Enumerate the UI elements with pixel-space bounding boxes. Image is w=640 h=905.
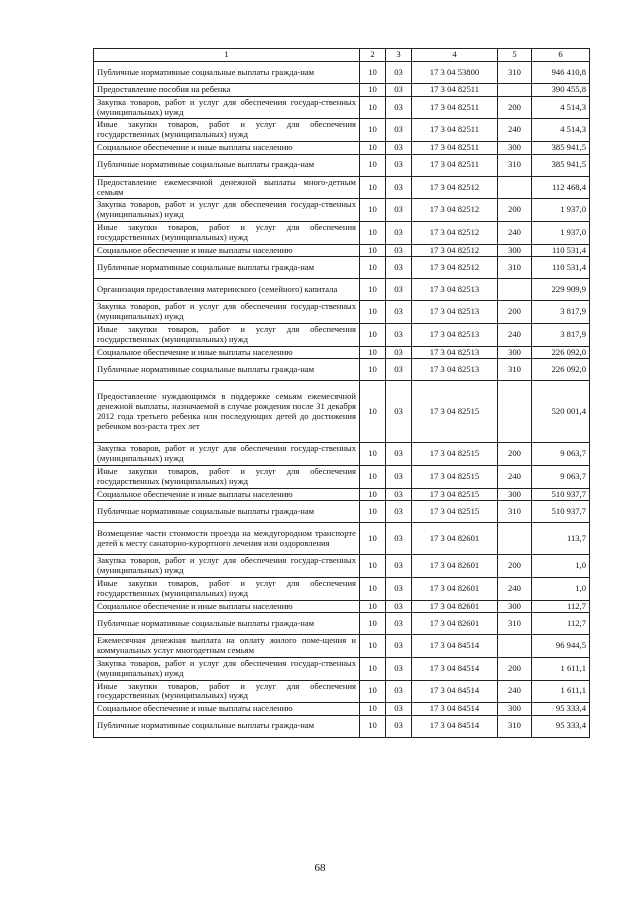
table-row — [94, 600, 590, 613]
row-name-cell: Публичные нормативные социальные выплаты гражда-нам — [94, 154, 360, 176]
header-cell: 6 — [532, 49, 590, 62]
row-expense-type-cell: 300 — [498, 244, 532, 257]
table-row — [94, 244, 590, 257]
row-expense-type-cell: 240 — [498, 221, 532, 244]
row-section-cell: 10 — [360, 443, 386, 466]
row-subsection-cell: 03 — [386, 154, 412, 176]
row-subsection-cell: 03 — [386, 119, 412, 142]
row-subsection-cell: 03 — [386, 555, 412, 578]
row-name-cell: Социальное обеспечение и иные выплаты населению — [94, 141, 360, 154]
row-section-cell: 10 — [360, 600, 386, 613]
row-section-cell: 10 — [360, 141, 386, 154]
row-name-cell: Публичные нормативные социальные выплаты гражда-нам — [94, 257, 360, 279]
row-subsection-cell: 03 — [386, 443, 412, 466]
row-amount-cell: 110 531,4 — [532, 244, 590, 257]
row-expense-type-cell: 200 — [498, 443, 532, 466]
row-section-cell: 10 — [360, 635, 386, 658]
row-expense-type-cell: 310 — [498, 501, 532, 523]
row-amount-cell: 113,7 — [532, 523, 590, 555]
row-subsection-cell: 03 — [386, 301, 412, 324]
row-amount-cell: 1 611,1 — [532, 657, 590, 680]
table-row — [94, 577, 590, 600]
row-expense-type-cell: 310 — [498, 257, 532, 279]
row-target-article-cell: 17 3 04 82601 — [412, 613, 498, 635]
row-section-cell: 10 — [360, 244, 386, 257]
row-amount-cell: 229 909,9 — [532, 279, 590, 301]
row-subsection-cell: 03 — [386, 62, 412, 84]
row-amount-cell: 510 937,7 — [532, 488, 590, 501]
row-amount-cell: 385 941,5 — [532, 141, 590, 154]
table-row — [94, 715, 590, 737]
row-name-cell: Иные закупки товаров, работ и услуг для обеспечения государственных (муниципальных) нужд — [94, 680, 360, 703]
row-amount-cell: 226 092,0 — [532, 346, 590, 359]
row-section-cell: 10 — [360, 465, 386, 488]
row-name-cell: Иные закупки товаров, работ и услуг для обеспечения государственных (муниципальных) нужд — [94, 465, 360, 488]
row-name-cell: Социальное обеспечение и иные выплаты населению — [94, 488, 360, 501]
row-subsection-cell: 03 — [386, 488, 412, 501]
row-name-cell: Возмещение части стоимости проезда на междугородном транспорте детей к месту санаторно-курортного лечения или оздоровления — [94, 523, 360, 555]
row-subsection-cell: 03 — [386, 199, 412, 222]
row-section-cell: 10 — [360, 703, 386, 716]
table-row — [94, 488, 590, 501]
row-section-cell: 10 — [360, 715, 386, 737]
row-subsection-cell: 03 — [386, 523, 412, 555]
table-row — [94, 613, 590, 635]
row-expense-type-cell: 300 — [498, 141, 532, 154]
row-section-cell: 10 — [360, 279, 386, 301]
row-subsection-cell: 03 — [386, 715, 412, 737]
table-row — [94, 199, 590, 222]
row-expense-type-cell: 310 — [498, 359, 532, 381]
row-name-cell: Предоставление пособия на ребенка — [94, 84, 360, 97]
row-expense-type-cell — [498, 279, 532, 301]
row-amount-cell: 1,0 — [532, 577, 590, 600]
row-section-cell: 10 — [360, 577, 386, 600]
row-amount-cell: 520 001,4 — [532, 381, 590, 443]
row-target-article-cell: 17 3 04 53800 — [412, 62, 498, 84]
table-row — [94, 635, 590, 658]
row-expense-type-cell — [498, 381, 532, 443]
row-target-article-cell: 17 3 04 82515 — [412, 488, 498, 501]
row-amount-cell: 946 410,8 — [532, 62, 590, 84]
row-target-article-cell: 17 3 04 82512 — [412, 199, 498, 222]
row-name-cell: Предоставление нуждающимся в поддержке семьям ежемесячной денежной выплаты, назначаемой в случае рождения после 31 декабря 2012 года третьего ребенка или последующих детей до достижения ребенком воз-раста трех лет — [94, 381, 360, 443]
row-name-cell: Социальное обеспечение и иные выплаты населению — [94, 346, 360, 359]
table-row — [94, 323, 590, 346]
row-target-article-cell: 17 3 04 82601 — [412, 577, 498, 600]
row-target-article-cell: 17 3 04 84514 — [412, 703, 498, 716]
row-subsection-cell: 03 — [386, 96, 412, 119]
table-row — [94, 703, 590, 716]
row-subsection-cell: 03 — [386, 141, 412, 154]
header-cell: 2 — [360, 49, 386, 62]
row-expense-type-cell: 240 — [498, 577, 532, 600]
row-expense-type-cell: 200 — [498, 555, 532, 578]
table-row — [94, 119, 590, 142]
table-row — [94, 279, 590, 301]
row-expense-type-cell: 240 — [498, 465, 532, 488]
row-name-cell: Закупка товаров, работ и услуг для обеспечения государ-ственных (муниципальных) нужд — [94, 443, 360, 466]
header-cell: 1 — [94, 49, 360, 62]
row-target-article-cell: 17 3 04 82511 — [412, 84, 498, 97]
row-section-cell: 10 — [360, 488, 386, 501]
row-name-cell: Публичные нормативные социальные выплаты гражда-нам — [94, 613, 360, 635]
row-subsection-cell: 03 — [386, 346, 412, 359]
row-name-cell: Социальное обеспечение и иные выплаты населению — [94, 600, 360, 613]
row-name-cell: Предоставление ежемесячной денежной выплаты много-детным семьям — [94, 176, 360, 199]
row-section-cell: 10 — [360, 680, 386, 703]
row-name-cell: Публичные нормативные социальные выплаты гражда-нам — [94, 715, 360, 737]
row-expense-type-cell — [498, 523, 532, 555]
table-row — [94, 381, 590, 443]
row-target-article-cell: 17 3 04 84514 — [412, 715, 498, 737]
row-target-article-cell: 17 3 04 82513 — [412, 346, 498, 359]
table-row — [94, 523, 590, 555]
row-amount-cell: 112,7 — [532, 613, 590, 635]
row-section-cell: 10 — [360, 199, 386, 222]
header-cell: 3 — [386, 49, 412, 62]
table-row — [94, 680, 590, 703]
row-target-article-cell: 17 3 04 82601 — [412, 523, 498, 555]
row-target-article-cell: 17 3 04 84514 — [412, 680, 498, 703]
row-amount-cell: 95 333,4 — [532, 715, 590, 737]
row-expense-type-cell: 310 — [498, 715, 532, 737]
row-expense-type-cell: 200 — [498, 96, 532, 119]
row-subsection-cell: 03 — [386, 680, 412, 703]
row-name-cell: Закупка товаров, работ и услуг для обеспечения государ-ственных (муниципальных) нужд — [94, 657, 360, 680]
row-target-article-cell: 17 3 04 82513 — [412, 301, 498, 324]
row-amount-cell: 510 937,7 — [532, 501, 590, 523]
row-subsection-cell: 03 — [386, 323, 412, 346]
row-target-article-cell: 17 3 04 82511 — [412, 154, 498, 176]
row-expense-type-cell: 200 — [498, 199, 532, 222]
row-name-cell: Публичные нормативные социальные выплаты гражда-нам — [94, 359, 360, 381]
row-expense-type-cell: 300 — [498, 346, 532, 359]
row-target-article-cell: 17 3 04 82512 — [412, 244, 498, 257]
row-name-cell: Публичные нормативные социальные выплаты гражда-нам — [94, 501, 360, 523]
table-row — [94, 465, 590, 488]
row-name-cell: Закупка товаров, работ и услуг для обеспечения государ-ственных (муниципальных) нужд — [94, 301, 360, 324]
row-section-cell: 10 — [360, 62, 386, 84]
row-expense-type-cell — [498, 635, 532, 658]
budget-table — [93, 48, 590, 738]
row-target-article-cell: 17 3 04 82515 — [412, 443, 498, 466]
row-target-article-cell: 17 3 04 82601 — [412, 555, 498, 578]
row-section-cell: 10 — [360, 346, 386, 359]
row-section-cell: 10 — [360, 301, 386, 324]
row-target-article-cell: 17 3 04 82511 — [412, 119, 498, 142]
row-section-cell: 10 — [360, 119, 386, 142]
header-cell: 4 — [412, 49, 498, 62]
row-target-article-cell: 17 3 04 82513 — [412, 359, 498, 381]
row-amount-cell: 385 941,5 — [532, 154, 590, 176]
table-row — [94, 657, 590, 680]
table-row — [94, 443, 590, 466]
row-subsection-cell: 03 — [386, 577, 412, 600]
row-section-cell: 10 — [360, 657, 386, 680]
row-name-cell: Организация предоставления материнского (семейного) капитала — [94, 279, 360, 301]
row-section-cell: 10 — [360, 501, 386, 523]
row-amount-cell: 1,0 — [532, 555, 590, 578]
row-amount-cell: 3 817,9 — [532, 301, 590, 324]
row-subsection-cell: 03 — [386, 501, 412, 523]
row-name-cell: Закупка товаров, работ и услуг для обеспечения государ-ственных (муниципальных) нужд — [94, 96, 360, 119]
row-name-cell: Социальное обеспечение и иные выплаты населению — [94, 703, 360, 716]
row-section-cell: 10 — [360, 523, 386, 555]
row-section-cell: 10 — [360, 154, 386, 176]
row-name-cell: Иные закупки товаров, работ и услуг для обеспечения государственных (муниципальных) нужд — [94, 577, 360, 600]
row-amount-cell: 9 063,7 — [532, 443, 590, 466]
table-row — [94, 62, 590, 84]
row-expense-type-cell: 300 — [498, 703, 532, 716]
row-subsection-cell: 03 — [386, 279, 412, 301]
row-expense-type-cell: 200 — [498, 657, 532, 680]
table-body — [94, 49, 590, 738]
table-row — [94, 346, 590, 359]
row-expense-type-cell — [498, 84, 532, 97]
row-expense-type-cell: 240 — [498, 323, 532, 346]
row-subsection-cell: 03 — [386, 84, 412, 97]
table-row — [94, 84, 590, 97]
row-target-article-cell: 17 3 04 82513 — [412, 279, 498, 301]
table-row — [94, 359, 590, 381]
row-amount-cell: 1 611,1 — [532, 680, 590, 703]
row-subsection-cell: 03 — [386, 359, 412, 381]
row-expense-type-cell — [498, 176, 532, 199]
row-amount-cell: 112 468,4 — [532, 176, 590, 199]
row-name-cell: Закупка товаров, работ и услуг для обеспечения государ-ственных (муниципальных) нужд — [94, 199, 360, 222]
row-target-article-cell: 17 3 04 82512 — [412, 176, 498, 199]
row-name-cell: Закупка товаров, работ и услуг для обеспечения государ-ственных (муниципальных) нужд — [94, 555, 360, 578]
row-target-article-cell: 17 3 04 84514 — [412, 657, 498, 680]
row-target-article-cell: 17 3 04 84514 — [412, 635, 498, 658]
table-row — [94, 141, 590, 154]
page-number: 68 — [314, 862, 326, 874]
row-expense-type-cell: 310 — [498, 154, 532, 176]
row-target-article-cell: 17 3 04 82601 — [412, 600, 498, 613]
table-row — [94, 501, 590, 523]
row-amount-cell: 390 455,8 — [532, 84, 590, 97]
table-row — [94, 176, 590, 199]
row-subsection-cell: 03 — [386, 657, 412, 680]
row-subsection-cell: 03 — [386, 613, 412, 635]
row-name-cell: Социальное обеспечение и иные выплаты населению — [94, 244, 360, 257]
row-expense-type-cell: 240 — [498, 119, 532, 142]
table-row — [94, 555, 590, 578]
row-expense-type-cell: 310 — [498, 613, 532, 635]
row-expense-type-cell: 200 — [498, 301, 532, 324]
table-row — [94, 221, 590, 244]
row-amount-cell: 226 092,0 — [532, 359, 590, 381]
row-amount-cell: 96 944,5 — [532, 635, 590, 658]
row-amount-cell: 3 817,9 — [532, 323, 590, 346]
row-amount-cell: 9 063,7 — [532, 465, 590, 488]
row-section-cell: 10 — [360, 359, 386, 381]
row-target-article-cell: 17 3 04 82513 — [412, 323, 498, 346]
row-section-cell: 10 — [360, 176, 386, 199]
row-subsection-cell: 03 — [386, 703, 412, 716]
row-amount-cell: 112,7 — [532, 600, 590, 613]
row-section-cell: 10 — [360, 613, 386, 635]
row-amount-cell: 110 531,4 — [532, 257, 590, 279]
table-row — [94, 154, 590, 176]
row-target-article-cell: 17 3 04 82512 — [412, 257, 498, 279]
row-subsection-cell: 03 — [386, 176, 412, 199]
table-header-row — [94, 49, 590, 62]
row-target-article-cell: 17 3 04 82511 — [412, 96, 498, 119]
row-subsection-cell: 03 — [386, 257, 412, 279]
row-name-cell: Иные закупки товаров, работ и услуг для обеспечения государственных (муниципальных) нужд — [94, 221, 360, 244]
row-subsection-cell: 03 — [386, 465, 412, 488]
row-section-cell: 10 — [360, 381, 386, 443]
row-section-cell: 10 — [360, 221, 386, 244]
row-section-cell: 10 — [360, 323, 386, 346]
row-subsection-cell: 03 — [386, 381, 412, 443]
row-expense-type-cell: 300 — [498, 600, 532, 613]
row-target-article-cell: 17 3 04 82515 — [412, 465, 498, 488]
row-expense-type-cell: 300 — [498, 488, 532, 501]
row-amount-cell: 4 514,3 — [532, 96, 590, 119]
row-subsection-cell: 03 — [386, 244, 412, 257]
table-row — [94, 301, 590, 324]
row-name-cell: Иные закупки товаров, работ и услуг для обеспечения государственных (муниципальных) нужд — [94, 323, 360, 346]
table-row — [94, 96, 590, 119]
row-target-article-cell: 17 3 04 82515 — [412, 501, 498, 523]
row-amount-cell: 95 333,4 — [532, 703, 590, 716]
row-target-article-cell: 17 3 04 82511 — [412, 141, 498, 154]
row-subsection-cell: 03 — [386, 600, 412, 613]
row-name-cell: Ежемесячная денежная выплата на оплату жилого поме-щения и коммунальных услуг многодетным семьям — [94, 635, 360, 658]
row-section-cell: 10 — [360, 84, 386, 97]
header-cell: 5 — [498, 49, 532, 62]
row-amount-cell: 1 937,0 — [532, 199, 590, 222]
row-expense-type-cell: 310 — [498, 62, 532, 84]
row-subsection-cell: 03 — [386, 635, 412, 658]
row-target-article-cell: 17 3 04 82515 — [412, 381, 498, 443]
row-expense-type-cell: 240 — [498, 680, 532, 703]
row-target-article-cell: 17 3 04 82512 — [412, 221, 498, 244]
row-amount-cell: 4 514,3 — [532, 119, 590, 142]
row-section-cell: 10 — [360, 555, 386, 578]
row-amount-cell: 1 937,0 — [532, 221, 590, 244]
row-section-cell: 10 — [360, 96, 386, 119]
row-section-cell: 10 — [360, 257, 386, 279]
row-name-cell: Публичные нормативные социальные выплаты гражда-нам — [94, 62, 360, 84]
row-subsection-cell: 03 — [386, 221, 412, 244]
table-row — [94, 257, 590, 279]
row-name-cell: Иные закупки товаров, работ и услуг для обеспечения государственных (муниципальных) нужд — [94, 119, 360, 142]
